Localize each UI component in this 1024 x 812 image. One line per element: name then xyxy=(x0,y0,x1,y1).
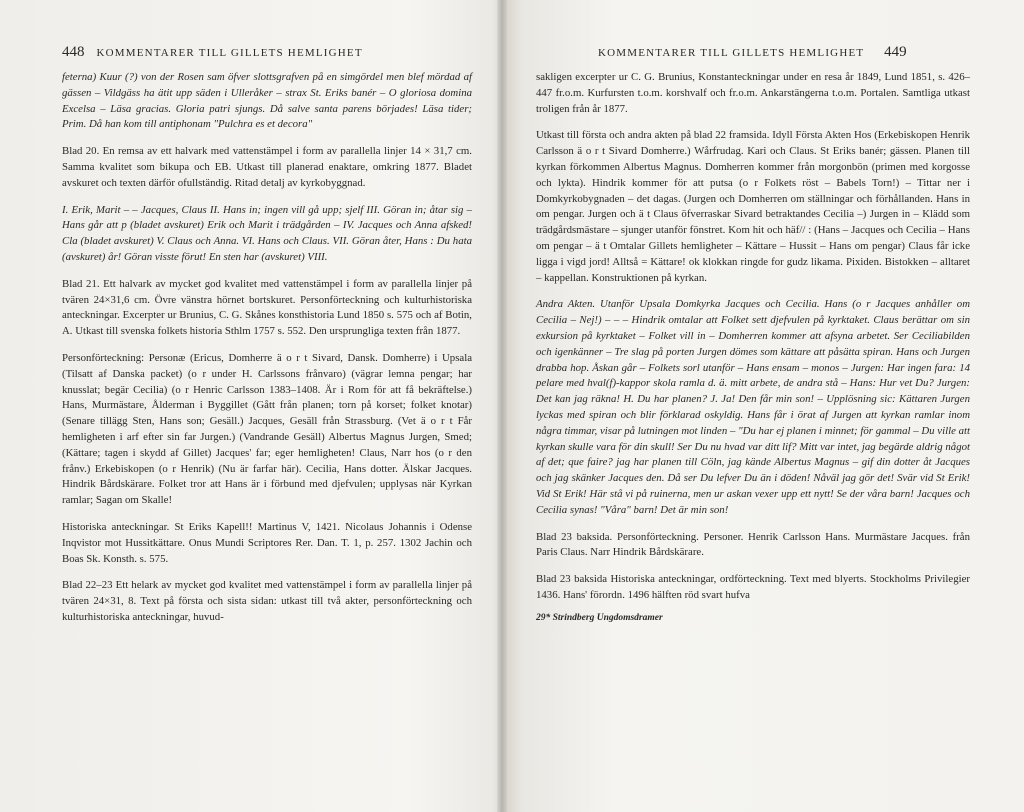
right-running-head-title: KOMMENTARER TILL GILLETS HEMLIGHET xyxy=(598,47,865,59)
right-paragraph-2: Utkast till första och andra akten på blad 22 framsida. Idyll Första Akten Hos (Erkebiskopen Henrik Carlsson ä o r t Sivard Domherre.) Wårfrudag. Kari och Claus. St Eriks banér; gässen. Planen till kyrkan förkommen Albertus Magnus. Domherren kommer från morgonbön (primen med korgosse och lykta). Hindrik kommer för att putsa (o r Folkets röst – Babels Torn!) – Tittar ner i Domkyrkobygnaden – det dagas. (Jurgen och Domherren om ställningar och förhållanden. Hans in om pengar. Jurgen och ä t Claus öfverraskar Sivard betraktandes Cecilia –) Jurgen in – Klädd som trädgårdsmästare – sjunger utanför fönstret. Kom hit och häf// : (Hans – Jacques och Cecilia – Hans om pengar – ä t Omtalar Gillets hemligheter – Kättare – Hussit – Hans om pengar) Claus får icke ligga i vigd jord! Alltså = Kättare! ok klokkan ringde for gudz likama. Pixiden. Bistokken – alltaret – kappellan. Konstruktionen på kyrkan. xyxy=(536,129,970,284)
left-paragraph-5: Personförteckning: Personæ (Ericus, Domherre ä o r t Sivard, Dansk. Domherre) i Upsala (Tilsatt af Danska packet) (o r under H. Carlssons frånvaro) (vägrar lemna pengar; har knusslat; begär Cecilia) (o r Henric Carlsson 1383–1408. Är i Rom för att få bekräftelse.) Hans, Murmästare, Ålderman i Byggillet (Gått från planen; torn på korset; folket knotar) (Senare tillägg Sten, Hans son; Gesäll.) Jacques, Gesäll från Strassburg. (Vet ä o r t Får hemligheten i arf efter sin far Jurgen.) (Vandrande Gesäll) Albertus Magnus Jurgen, Smed; (Kättare; tagen i skydd af Gillet) Jacques' far; eger hemligheten! Claus, Narr hos (o r den frånv.) Erkebiskopen (o r Henrik) (Nu är farfar här). Cecilia, Hans dotter. Älskar Jacques. Hindrik Bårdskärare. Folket tror att Hans är i förbund med djefvulen; upplysas när Kyrkan ramlar; Sagan om Skalle! xyxy=(62,351,472,507)
right-paragraph-4: Blad 23 baksida. Personförteckning. Personer. Henrik Carlsson Hans. Murmästare Jacques. från Paris Claus. Narr Hindrik Bårdskärare. xyxy=(536,530,970,559)
right-page-number: 449 xyxy=(884,44,907,60)
left-paragraph-6: Historiska anteckningar. St Eriks Kapell!! Martinus V, 1421. Nicolaus Johannis i Odense Inqvistor mot Hussitkättare. Onus Mundi Scriptores Rer. Dan. T. 1, p. 257. 1302 Jachin och Boas Sk. Konsth. s. 575. xyxy=(62,520,472,565)
left-paragraph-2: Blad 20. En remsa av ett halvark med vattenstämpel i form av parallella linjer 14 × 31,7 cm. Samma kvalitet som bikupa och EB. Utkast till planerad enaktare, omkring 1877. Bladet avskuret och texten därför ofullständig. Ritad detalj av kyrkobyggnad. xyxy=(62,145,472,189)
right-running-head xyxy=(598,44,907,61)
signature-line: 29* Strindberg Ungdomsdramer xyxy=(536,612,663,623)
left-running-head xyxy=(62,44,363,61)
right-page-body xyxy=(536,70,970,627)
left-paragraph-3: I. Erik, Marit – – Jacques, Claus II. Hans in; ingen vill gå upp; sjelf III. Göran in; åtar sig – Hans går att p (bladet avskuret) Erik och Marit i trädgården – IV. Jacques och Anna afsked! Cla (bladet avskuret) V. Claus och Anna. VI. Hans och Claus. VII. Göran åter, Hans : Du hata (avskuret) år! Göran visste förut! En sten har (avskuret) VIII. xyxy=(62,203,472,263)
left-page-body xyxy=(62,70,472,637)
left-paragraph-4: Blad 21. Ett halvark av mycket god kvalitet med vattenstämpel i form av parallella linjer på tvären 24×31,6 cm. Övre vänstra hörnet bortskuret. Personförteckning och kulturhistoriska anteckningar. Excerpter ur Brunius, C. G. Skånes konsthistoria Lund 1850 s. 575 och af Botin, A. Utkast till svenska folkets historia Sthlm 1757 s. 552. Den ursprungliga texten från 1877. xyxy=(62,277,472,338)
left-paragraph-7: Blad 22–23 Ett helark av mycket god kvalitet med vattenstämpel i form av parallella linjer på tvären 24×31, 8. Text på första och sista sidan: utkast till två akter, personförteckning och kulturhistoriska anteckningar, huvud- xyxy=(62,579,472,623)
right-page xyxy=(506,0,1024,812)
right-paragraph-3: Andra Akten. Utanför Upsala Domkyrka Jacques och Cecilia. Hans (o r Jacques anhåller om Cecilia – Nej!) – – – Hindrik omtalar att Folket sett djefvulen på kyrktaket. Claus berättar om sin exkursion på kyrktaket – Folket vill in – Domherren kommer att afsyna arbetet. Ser Ceciliabilden och igenkänner – Tre slag på porten Jurgen dömes som kättare att påsätta spiran. Hans och Jurgen drabba hop. Åskan går – Folkets sorl utanför – Hans ensam – monos – Jurgen: Har ingen fara: 14 pelare med hval(f)-kappor skola ramla d. ä. mitt arbete, de andra stå – Hans: Hur vet Du? Jurgen: Det kan jag räkna! H. Du har planen? J. Ja! Den får min son! – Upplösning sic: Kättaren Jurgen lyckas med spiran och blir förklarad oskyldig. Hans får i örat af Jurgen att kyrkan ramlar inom några timmar, visar på lutningen mot linden – "Du har ej planen i minnet; för gammal – Du ville att kyrkan skulle vara för din skull! Ser Du nu hvad var ditt lif? Mitt var intet, jag begärde aldrig något af det; que faire? jag har planen till Cöln, jag kände Albertus Magnus – gif din dotter åt Jacques och jag skänker Jacques den. Då ser Du lefver Du än i döden! Nåväl jag gör det! Svär vid St Erik! Vid St Erik! Här stå vi på ruinerna, men ur askan vexer upp ett nytt! Se der våra barn! Jacques och Cecilia synas! "Våra" barn! Det är min son! xyxy=(536,298,970,516)
left-running-head-title: KOMMENTARER TILL GILLETS HEMLIGHET xyxy=(96,47,363,59)
right-paragraph-1: sakligen excerpter ur C. G. Brunius, Konstanteckningar under en resa år 1849, Lund 1851, s. 426–447 fr.o.m. Kurfursten t.o.m. korshvalf och fr.o.m. Ankarstängerna t.o.m. Portalen. Samtliga utkast troligen från år 1877. xyxy=(536,71,970,115)
left-page-number: 448 xyxy=(62,44,85,60)
right-paragraph-5: Blad 23 baksida Historiska anteckningar, ordförteckning. Text med blyerts. Stockholms Privilegier 1436. Hans' förordn. 1496 hälften röd svart hufva xyxy=(536,573,970,601)
left-page xyxy=(0,0,498,812)
left-paragraph-1: feterna) Kuur (?) von der Rosen sam öfver slottsgrafven på en simgördel men blef mördad af gässen – Vildgäss ha ätit upp säden i Ulleråker – strax St. Eriks banér – O gloriosa domina Excelsa – Läsa gracias. Gloria patri sjungs. Då salve santa parens börjades! Läsa tider; Prim. Då han kom till antiphonam "Pulchra es et decora" xyxy=(62,71,472,131)
